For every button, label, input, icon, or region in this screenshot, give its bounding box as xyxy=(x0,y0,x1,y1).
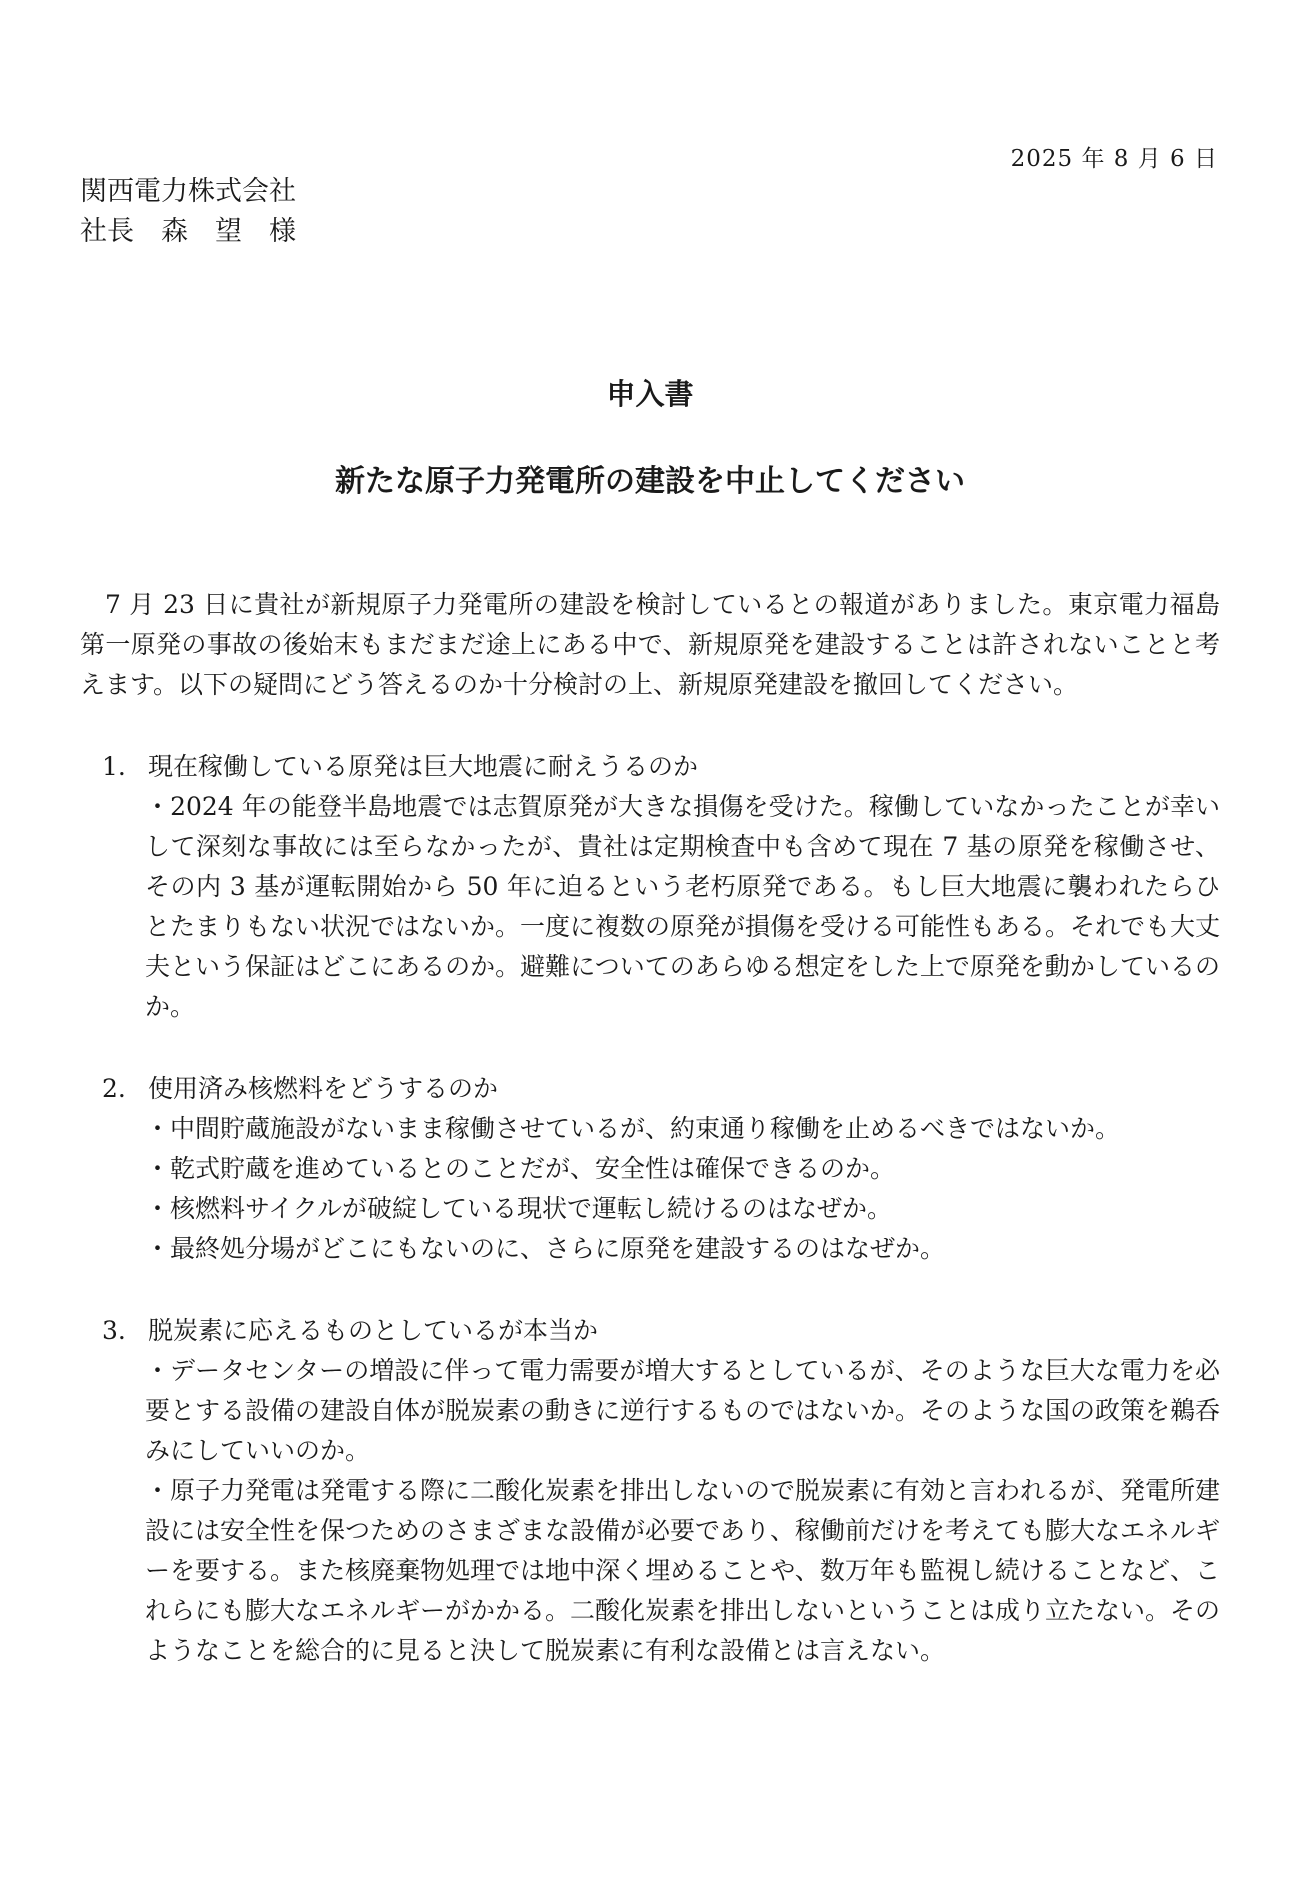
bullet-item: ・最終処分場がどこにもないのに、さらに原発を建設するのはなぜか。 xyxy=(145,1234,946,1263)
section-number: 2. xyxy=(102,1074,126,1103)
section-number: 1. xyxy=(102,752,126,781)
intro-paragraph: 7 月 23 日に貴社が新規原子力発電所の建設を検討しているとの報道がありました。東京電力福島第一原発の事故の後始末もまだまだ途上にある中で、新規原発を建設することは許されないことと考えます。以下の疑問にどう答えるのか十分検討の上、新規原発建設を撤回してください。 xyxy=(80,590,1220,699)
section-heading xyxy=(80,747,1220,787)
document-date: 2025 年 8 月 6 日 xyxy=(1010,146,1218,172)
section-number: 3. xyxy=(102,1316,126,1345)
section-1 xyxy=(80,747,1220,1027)
addressee-block xyxy=(80,172,296,252)
section-heading xyxy=(80,1069,1220,1109)
bullet-item: ・中間貯蔵施設がないまま稼働させているが、約束通り稼働を止めるべきではないか。 xyxy=(145,1114,1121,1143)
section-heading xyxy=(80,1311,1220,1351)
section-heading-text: 使用済み核燃料をどうするのか xyxy=(148,1074,499,1103)
bullet-item: ・乾式貯蔵を進めているとのことだが、安全性は確保できるのか。 xyxy=(145,1154,896,1183)
document-body xyxy=(80,585,1220,1671)
section-2 xyxy=(80,1069,1220,1269)
section-heading-text: 現在稼働している原発は巨大地震に耐えうるのか xyxy=(148,752,699,781)
addressee-recipient: 社長 森 望 様 xyxy=(80,216,296,247)
bullet-item: ・データセンターの増設に伴って電力需要が増大するとしているが、そのような巨大な電力を必要とする設備の建設自体が脱炭素の動きに逆行するものではないか。そのような国の政策を鵜呑みにしていいのか。 xyxy=(145,1356,1221,1465)
addressee-company: 関西電力株式会社 xyxy=(80,176,296,207)
section-3 xyxy=(80,1311,1220,1671)
document-title: 申入書 xyxy=(606,377,694,411)
section-heading-text: 脱炭素に応えるものとしているが本当か xyxy=(148,1316,599,1345)
bullet-item: ・原子力発電は発電する際に二酸化炭素を排出しないので脱炭素に有効と言われるが、発電所建設には安全性を保つためのさまざまな設備が必要であり、稼働前だけを考えても膨大なエネルギーを要する。また核廃棄物処理では地中深く埋めることや、数万年も監視し続けることなど、これらにも膨大なエネルギーがかかる。二酸化炭素を排出しないということは成り立たない。そのようなことを総合的に見ると決して脱炭素に有利な設備とは言えない。 xyxy=(145,1476,1221,1665)
document-subtitle: 新たな原子力発電所の建設を中止してください xyxy=(335,464,965,499)
bullet-item: ・2024 年の能登半島地震では志賀原発が大きな損傷を受けた。稼働していなかったことが幸いして深刻な事故には至らなかったが、貴社は定期検査中も含めて現在 7 基の原発を稼働させ、その内 3 基が運転開始から 50 年に迫るという老朽原発である。もし巨大地震に襲われたらひとたまりもない状況ではないか。一度に複数の原発が損傷を受ける可能性もある。それでも大丈夫という保証はどこにあるのか。避難についてのあらゆる想定をした上で原発を動かしているのか。 xyxy=(145,792,1221,1021)
bullet-item: ・核燃料サイクルが破綻している現状で運転し続けるのはなぜか。 xyxy=(145,1194,893,1223)
